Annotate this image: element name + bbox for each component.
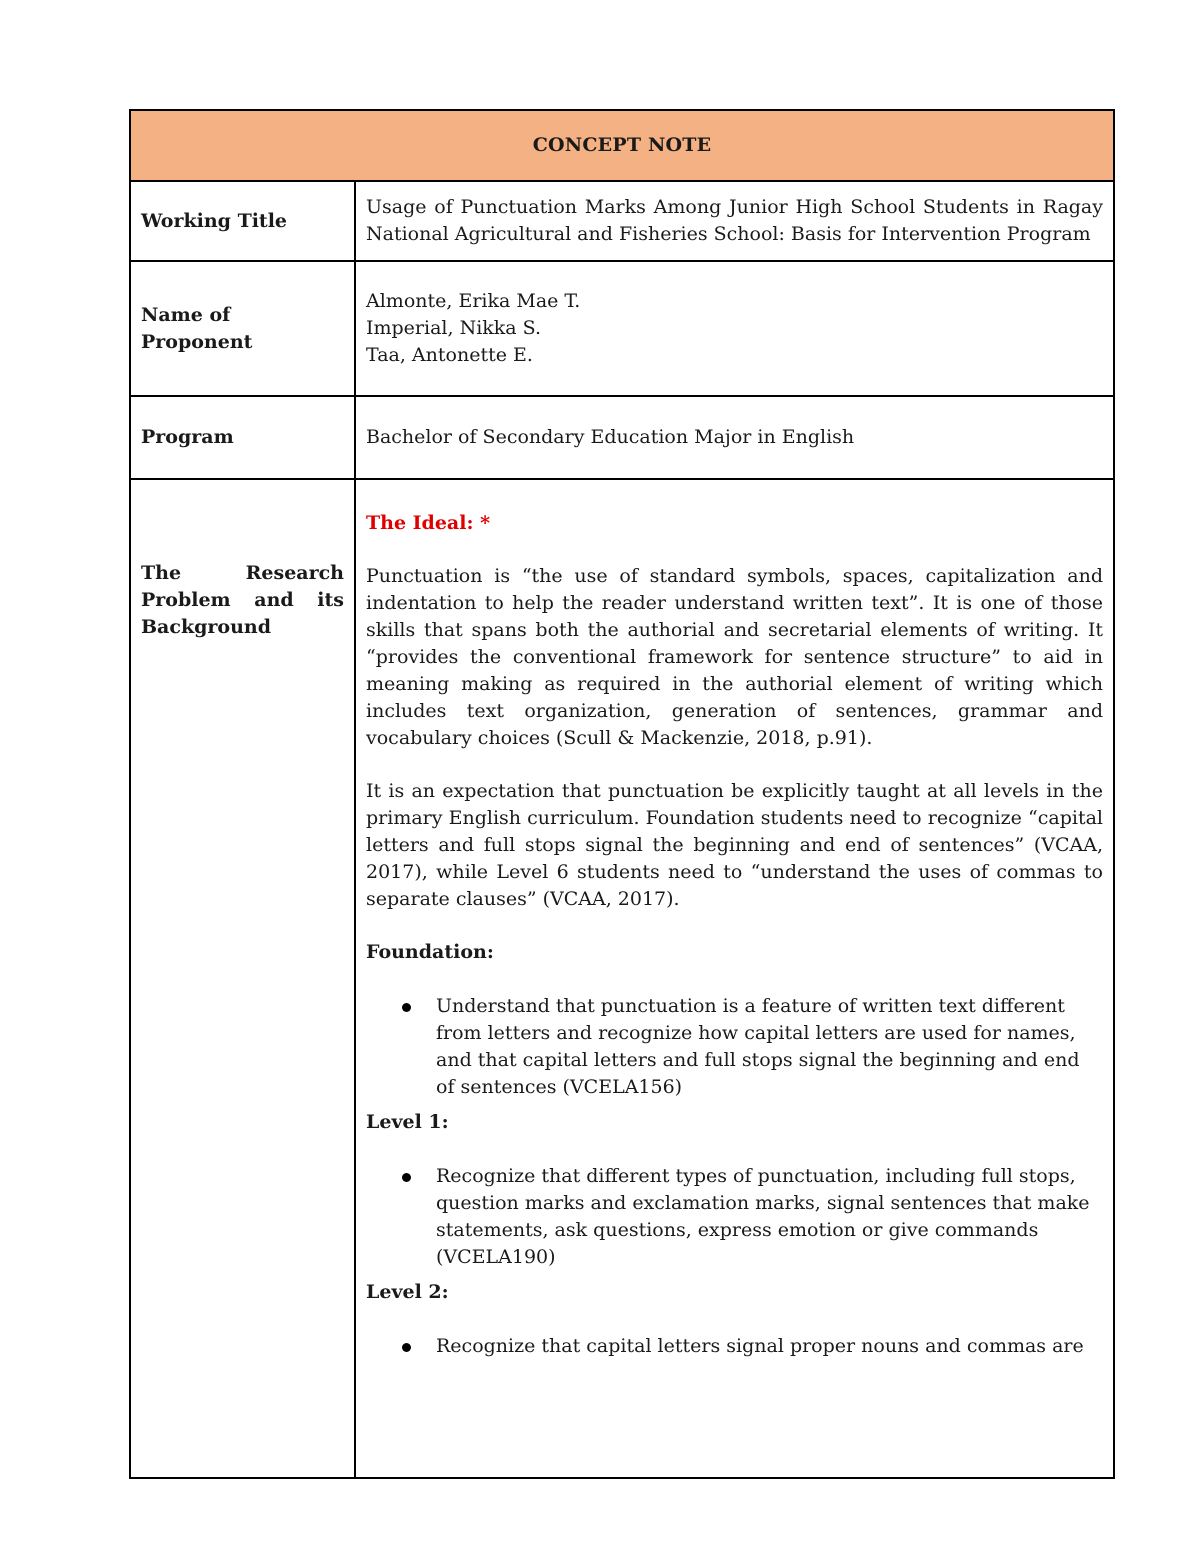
level-heading-foundation: Foundation: bbox=[366, 941, 494, 963]
list-item bbox=[436, 1333, 1103, 1360]
program-value: Bachelor of Secondary Education Major in English bbox=[355, 396, 1114, 479]
level-heading-2: Level 2: bbox=[366, 1281, 449, 1303]
bullet-list bbox=[366, 1333, 1103, 1360]
ideal-heading: The Ideal: * bbox=[366, 512, 491, 534]
list-item bbox=[436, 993, 1103, 1101]
list-item-text: Understand that punctuation is a feature of written text different from letters and recognize how capital letters are used for names, and that capital letters and full stops signal the beginning and end of sentences (VCELA156) bbox=[436, 995, 1080, 1098]
background-content bbox=[355, 479, 1114, 1478]
proponent-name: Taa, Antonette E. bbox=[366, 344, 533, 366]
concept-note-table bbox=[129, 109, 1115, 1479]
proponent-names bbox=[355, 261, 1114, 396]
concept-note-header: CONCEPT NOTE bbox=[130, 110, 1114, 181]
background-paragraph: Punctuation is “the use of standard symbols, spaces, capitalization and indentation to help the reader understand written text”. It is one of those skills that spans both the authorial and secretarial elements of writing. It “provides the conventional framework for sentence structure” to aid in meaning making as required in the authorial element of writing which includes text organization, generation of sentences, grammar and vocabulary choices (Scull & Mackenzie, 2018, p.91). bbox=[366, 565, 1103, 749]
bullet-list bbox=[366, 1163, 1103, 1271]
list-item-text: Recognize that different types of punctuation, including full stops, question marks and exclamation marks, signal sentences that make statements, ask questions, express emotion or give commands (VCELA190) bbox=[436, 1165, 1090, 1268]
background-label: The Research Problem and its Background bbox=[130, 479, 355, 1478]
proponent-label: Name of Proponent bbox=[130, 261, 355, 396]
bullet-list bbox=[366, 993, 1103, 1101]
background-paragraph: It is an expectation that punctuation be explicitly taught at all levels in the primary English curriculum. Foundation students need to recognize “capital letters and full stops signal the beginning and end of sentences” (VCAA, 2017), while Level 6 students need to “understand the uses of commas to separate clauses” (VCAA, 2017). bbox=[366, 780, 1103, 910]
level-heading-1: Level 1: bbox=[366, 1111, 449, 1133]
list-item-text: Recognize that capital letters signal proper nouns and commas are bbox=[436, 1335, 1084, 1357]
bullet-icon bbox=[402, 1343, 411, 1352]
bullet-icon bbox=[402, 1173, 411, 1182]
working-title-value: Usage of Punctuation Marks Among Junior High School Students in Ragay National Agricultural and Fisheries School: Basis for Intervention Program bbox=[355, 181, 1114, 261]
working-title-label: Working Title bbox=[130, 181, 355, 261]
program-label: Program bbox=[130, 396, 355, 479]
bullet-icon bbox=[402, 1003, 411, 1012]
proponent-name: Imperial, Nikka S. bbox=[366, 317, 542, 339]
list-item bbox=[436, 1163, 1103, 1271]
proponent-name: Almonte, Erika Mae T. bbox=[366, 290, 581, 312]
